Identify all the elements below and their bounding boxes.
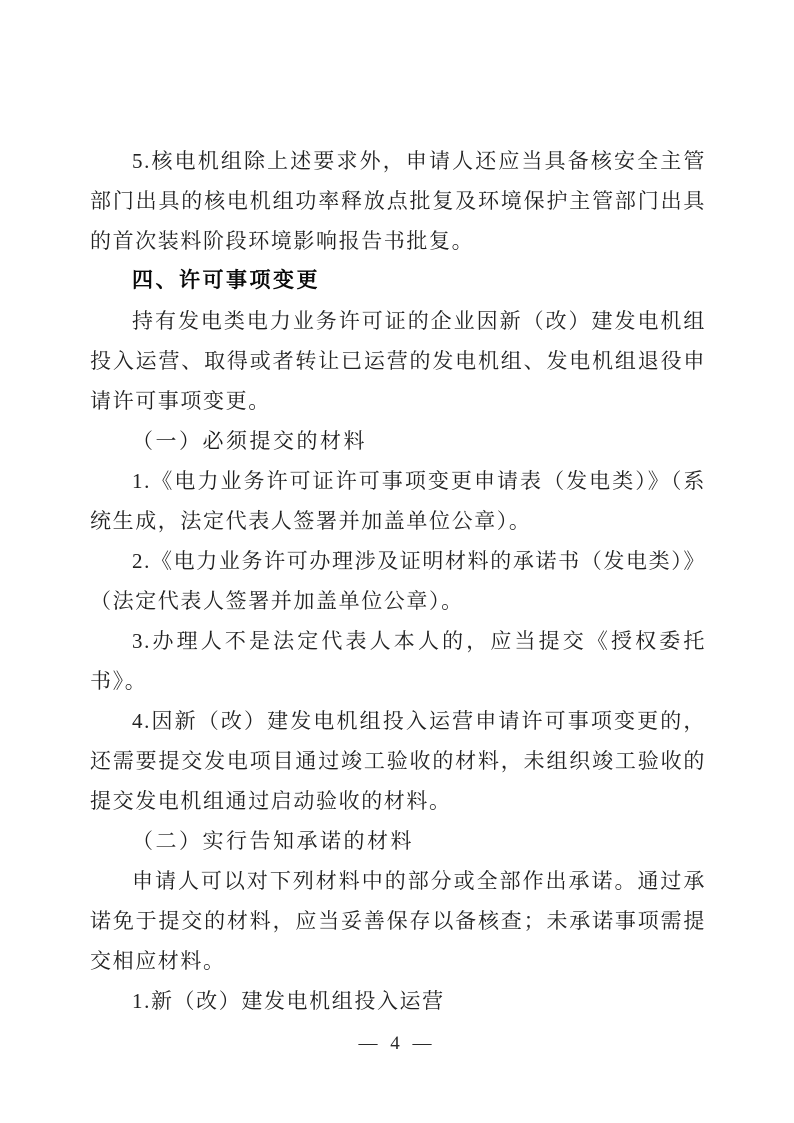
page-number: — 4 — [358, 1033, 436, 1054]
heading-required-materials: （一）必须提交的材料 [132, 429, 367, 453]
para-item-2-commitment-letter: 2.《电力业务许可办理涉及证明材料的承诺书（发电类）》（法定代表人签署并加盖单位公章）。 [90, 549, 706, 613]
heading-section-4-license-item-change: 四、许可事项变更 [132, 269, 320, 292]
document-body [90, 141, 706, 1021]
para-commitment-explanation: 申请人可以对下列材料中的部分或全部作出承诺。通过承诺免于提交的材料，应当妥善保存以备核查；未承诺事项需提交相应材料。 [90, 869, 706, 973]
para-item-3-authorization-letter: 3.办理人不是法定代表人本人的，应当提交《授权委托书》。 [90, 629, 706, 693]
para-nuclear-unit-requirement: 5.核电机组除上述要求外，申请人还应当具备核安全主管部门出具的核电机组功率释放点批复及环境保护主管部门出具的首次装料阶段环境影响报告书批复。 [90, 149, 706, 253]
para-item-1-application-form: 1.《电力业务许可证许可事项变更申请表（发电类）》（系统生成，法定代表人签署并加盖单位公章）。 [90, 469, 706, 533]
para-section-4-intro: 持有发电类电力业务许可证的企业因新（改）建发电机组投入运营、取得或者转让已运营的发电机组、发电机组退役申请许可事项变更。 [90, 309, 706, 413]
para-item-4-acceptance-materials: 4.因新（改）建发电机组投入运营申请许可事项变更的，还需要提交发电项目通过竣工验收的材料，未组织竣工验收的提交发电机组通过启动验收的材料。 [90, 709, 706, 813]
para-item-1-new-unit-operation: 1.新（改）建发电机组投入运营 [132, 989, 445, 1013]
heading-notification-commitment-materials: （二）实行告知承诺的材料 [132, 829, 414, 853]
